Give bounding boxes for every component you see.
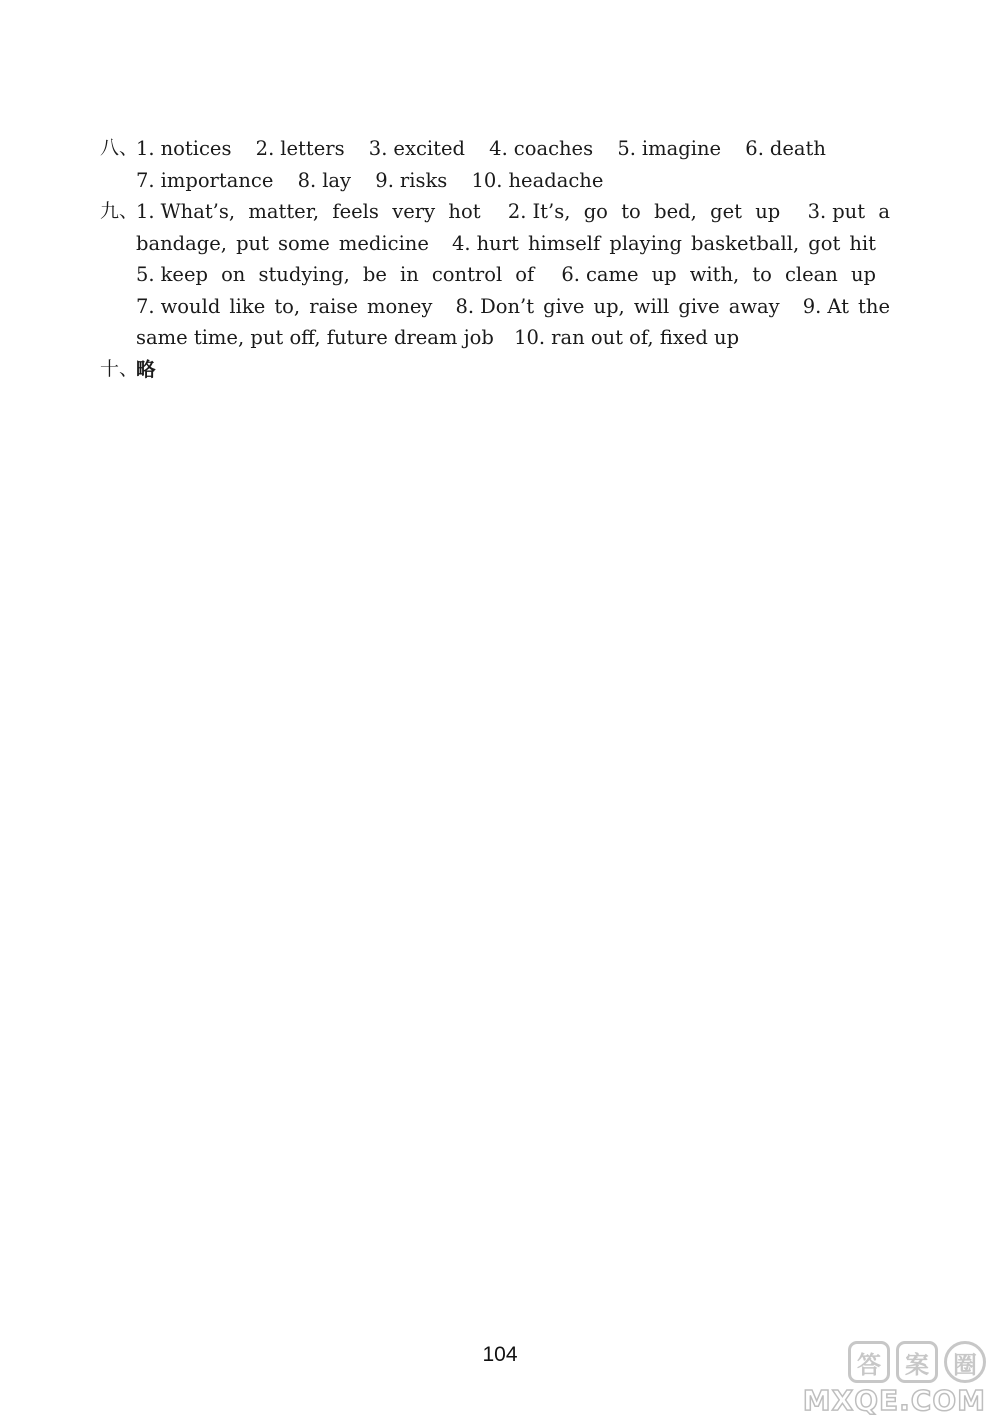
- watermark-logo: [736, 1341, 986, 1385]
- answer-item: 1. What’s, matter, feels very hot: [136, 200, 481, 223]
- watermark-glyph: 答: [848, 1341, 890, 1383]
- answer-key: [100, 133, 890, 385]
- answer-item: 7. importance: [136, 168, 274, 192]
- watermark-url: MXQE.COM: [802, 1384, 986, 1417]
- page-number: 104: [482, 1343, 518, 1366]
- answer-item: 8. lay: [297, 168, 352, 192]
- answer-item: 10. headache: [471, 168, 604, 192]
- site-watermark: [736, 1341, 986, 1419]
- answer-item: 7. would like to, raise money: [136, 294, 433, 318]
- answer-item: 1. notices: [136, 137, 232, 160]
- omitted-answer: 略: [136, 357, 156, 381]
- watermark-glyph: 案: [896, 1341, 938, 1383]
- section-marker: 十、: [100, 357, 139, 380]
- section-marker: 九、: [100, 200, 139, 222]
- answer-item: 2. letters: [255, 137, 345, 160]
- section-10: [100, 354, 890, 386]
- answer-item: 9. At the same time, put off, future dream job: [136, 294, 890, 349]
- answer-item: 8. Don’t give up, will give away: [455, 294, 780, 318]
- section-9: [100, 196, 890, 354]
- answer-item: 5. keep on studying, be in control of: [136, 263, 535, 286]
- answer-item: 3. excited: [368, 137, 465, 160]
- section-8: [100, 133, 890, 196]
- answer-item: 9. risks: [375, 168, 448, 192]
- section-8-answers: [136, 133, 890, 196]
- answer-item: 3. put a bandage, put some medicine: [136, 200, 890, 255]
- section-10-answers: [136, 354, 890, 386]
- answer-item: 5. imagine: [617, 137, 722, 160]
- section-9-answers: [136, 196, 890, 354]
- answer-item: 4. hurt himself playing basketball, got hit: [452, 231, 876, 255]
- answer-item: 10. ran out of, fixed up: [514, 326, 740, 349]
- answer-item: 6. came up with, to clean up: [561, 263, 876, 286]
- section-marker: 八、: [100, 137, 139, 159]
- answer-item: 6. death: [745, 137, 826, 160]
- answer-item: 2. It’s, go to bed, get up: [507, 200, 781, 223]
- answer-item: 4. coaches: [489, 137, 594, 160]
- watermark-glyph: 圈: [944, 1341, 986, 1383]
